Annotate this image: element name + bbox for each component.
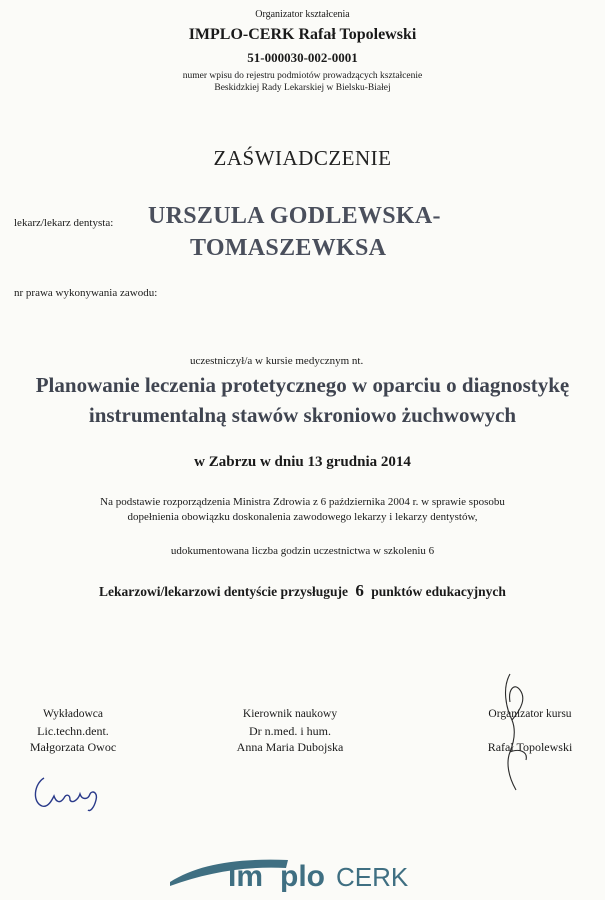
course-intro: uczestniczył/a w kursie medycznym nt. [190, 355, 364, 367]
lecturer-role: Wykładowca [43, 708, 103, 720]
hours-statement: udokumentowana liczba godzin uczestnictwa w szkoleniu 6 [170, 545, 435, 557]
participant-name-line2: TOMASZEWKSA [190, 235, 387, 261]
organizer-role: Organizator kursu [488, 708, 572, 720]
supervisor-name: Anna Maria Dubojska [236, 739, 344, 754]
legal-line2: dopełnienia obowiązku doskonalenia zawodowego lekarzy i lekarzy dentystów, [127, 511, 478, 523]
logo-text-im: Im [228, 860, 264, 892]
license-label: nr prawa wykonywania zawodu: [14, 287, 158, 299]
place-date: w Zabrzu w dniu 13 grudnia 2014 [194, 454, 411, 470]
course-title-line2: instrumentalną stawów skroniowo żuchwowych [88, 403, 517, 427]
legal-line1: Na podstawie rozporządzenia Ministra Zdrowia z 6 października 2004 r. w sprawie sposobu [100, 496, 505, 508]
implo-cerk-logo [168, 850, 428, 892]
points-value: 6 [355, 581, 364, 600]
signature-supervisor [205, 707, 375, 755]
organizer-description-line2: Beskidzkiej Rady Lekarskiej w Bielsku-Białej [214, 83, 391, 93]
logo-text-plo: plo [280, 860, 325, 892]
points-statement [0, 581, 605, 601]
points-suffix: punktów edukacyjnych [371, 584, 506, 599]
signature-lecturer [8, 707, 138, 755]
supervisor-degree: Dr n.med. i hum. [249, 723, 331, 738]
course-title-line1: Planowanie leczenia protetycznego w oparciu o diagnostykę [35, 373, 570, 397]
lecturer-handwritten-signature [30, 770, 110, 814]
lecturer-name: Małgorzata Owoc [29, 739, 117, 754]
organizer-description-line1: numer wpisu do rejestru podmiotów prowadzących kształcenie [182, 71, 423, 81]
lecturer-degree: Lic.techn.dent. [37, 723, 109, 738]
organizer-signatory-name: Rafał Topolewski [487, 739, 573, 754]
supervisor-role: Kierownik naukowy [242, 708, 338, 720]
organizer-name: IMPLO-CERK Rafał Topolewski [188, 26, 417, 43]
organizer-number: 51-000030-002-0001 [247, 50, 358, 65]
role-label: lekarz/lekarz dentysta: [14, 217, 114, 229]
organizer-handwritten-signature [480, 668, 550, 798]
organizer-caption: Organizator kształcenia [255, 9, 350, 20]
points-prefix: Lekarzowi/lekarzowi dentyście przysługuje [99, 584, 349, 599]
logo-text-cerk: CERK [336, 862, 409, 892]
document-title: ZAŚWIADCZENIE [213, 146, 392, 170]
participant-name-line1: URSZULA GODLEWSKA- [148, 203, 441, 229]
